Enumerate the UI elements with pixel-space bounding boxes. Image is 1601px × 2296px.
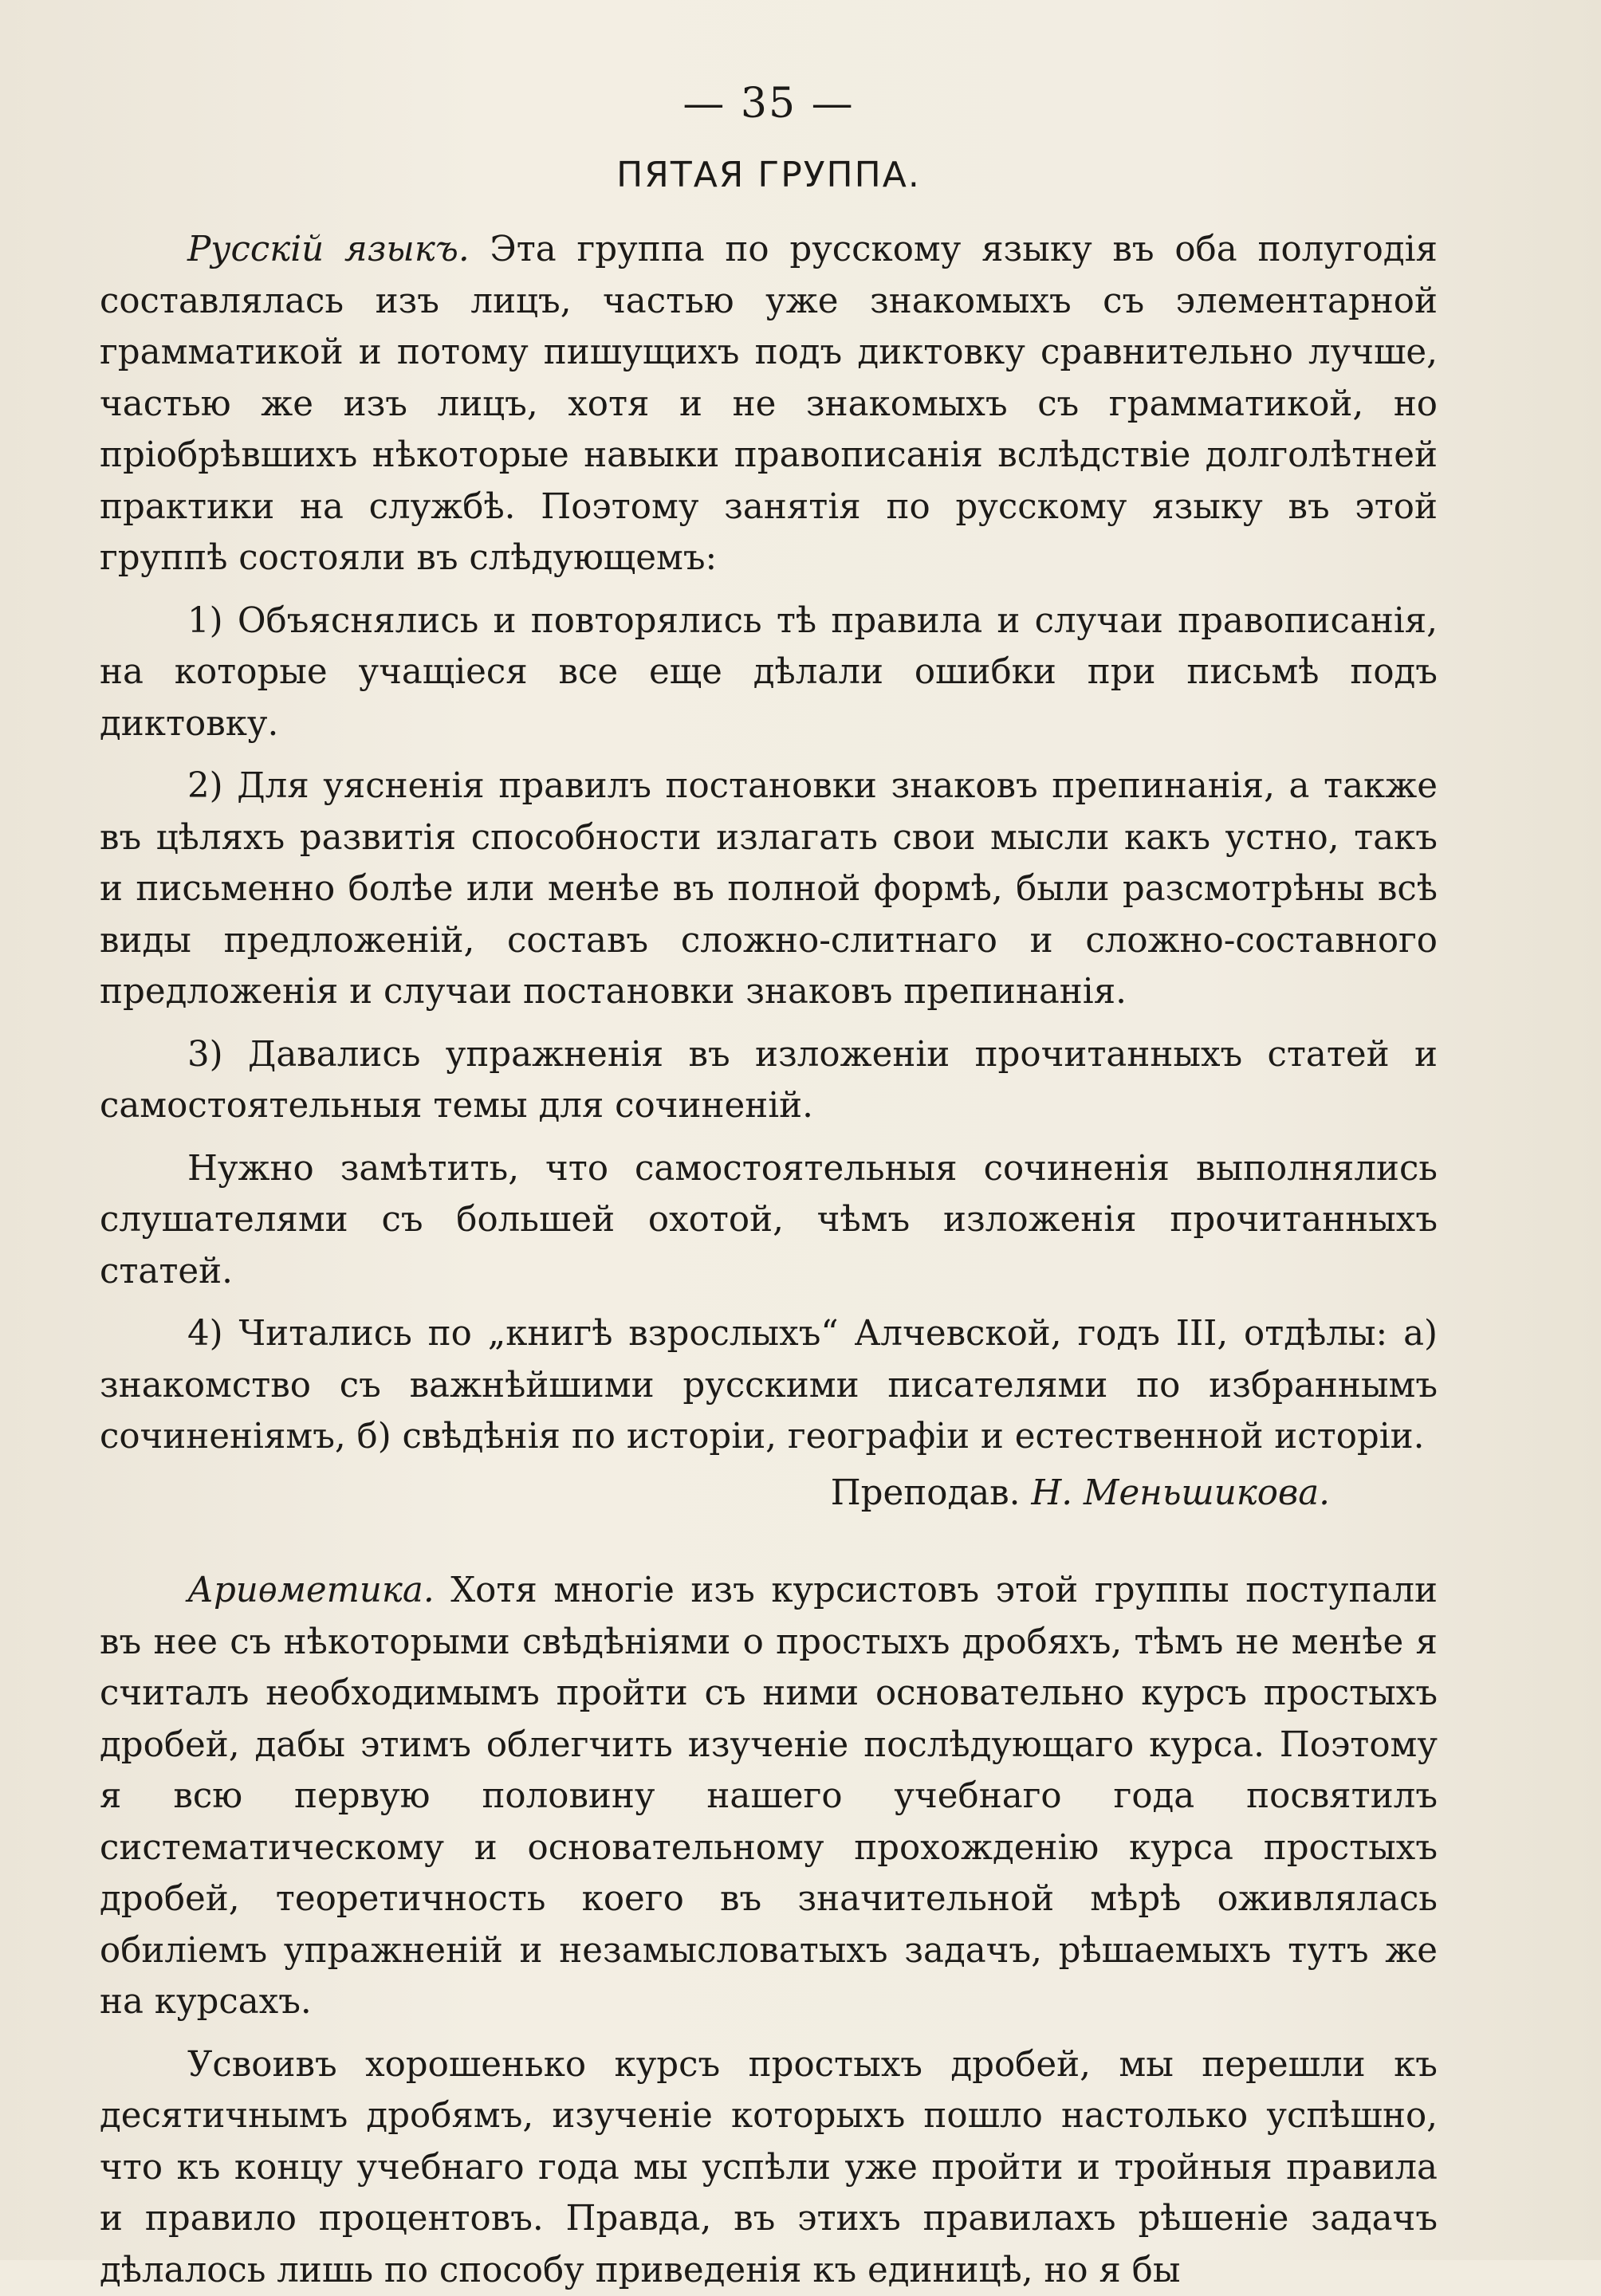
russian-item-3: 3) Давались упражненія въ изложеніи прочитанныхъ статей и самостоятельныя темы для сочиненій. [100,1029,1438,1132]
russian-note: Нужно замѣтить, что самостоятельныя сочиненія выполнялись слушателями съ большей охотой, чѣмъ изложенія прочитанныхъ статей. [100,1143,1438,1298]
russian-item-2: 2) Для уясненія правилъ постановки знаковъ препинанія, а также въ цѣляхъ развитія способности излагать свои мысли какъ устно, такъ и письменно болѣе или менѣе въ полной формѣ, были разсмотрѣны всѣ виды предложеній, составъ сложно-слитнаго и сложно-составного предложенія и случаи постановки знаковъ препинанія. [100,761,1438,1018]
arithmetic-lead: Ариѳметика. [187,1571,435,1610]
russian-item-1: 1) Объяснялись и повторялись тѣ правила и случаи правописанія, на которые учащіеся все еще дѣлали ошибки при письмѣ подъ диктовку. [100,596,1438,750]
arithmetic-paragraph-2: Усвоивъ хорошенько курсъ простыхъ дробей, мы перешли къ десятичнымъ дробямъ, изученіе которыхъ пошло настолько успѣшно, что къ концу учебнаго года мы успѣли уже пройти и тройныя правила и правило процентовъ. Правда, въ этихъ правилахъ рѣшеніе задачъ дѣлалось лишь по способу приведенія къ единицѣ, но я бы [100,2039,1438,2296]
russian-lead: Русскій языкъ. [187,230,470,269]
teacher-signature [100,1468,1438,1520]
page-number: — 35 — [100,80,1438,128]
arithmetic-paragraph-1 [100,1565,1438,2028]
signature-prefix: Преподав. [831,1473,1032,1513]
section-heading: ПЯТАЯ ГРУППА. [100,155,1438,195]
russian-intro-text: Эта группа по русскому языку въ оба полугодія составлялась изъ лицъ, частью уже знакомыхъ съ элементарной грамматикой и потому пишущихъ подъ диктовку сравнительно лучше, частью же изъ лицъ, хотя и не знакомыхъ съ грамматикой, но пріобрѣвшихъ нѣкоторые навыки правописанія вслѣдствіе долголѣтней практики на службѣ. Поэтому занятія по русскому языку въ этой группѣ состояли въ слѣдующемъ: [100,230,1438,578]
russian-intro-paragraph [100,224,1438,584]
russian-item-4: 4) Читались по „книгѣ взрослыхъ“ Алчевской, годъ III, отдѣлы: а) знакомство съ важнѣйшими русскими писателями по избраннымъ сочиненіямъ, б) свѣдѣнія по исторіи, географіи и естественной исторіи. [100,1308,1438,1463]
signature-name: Н. Меньшикова. [1031,1473,1330,1513]
arithmetic-text-1: Хотя многіе изъ курсистовъ этой группы поступали въ нее съ нѣкоторыми свѣдѣніями о простыхъ дробяхъ, тѣмъ не менѣе я считалъ необходимымъ пройти съ ними основательно курсъ простыхъ дробей, дабы этимъ облегчить изученіе послѣдующаго курса. Поэтому я всю первую половину нашего учебнаго года посвятилъ систематическому и основательному прохожденію курса простыхъ дробей, теоретичность коего въ значительной мѣрѣ оживлялась обиліемъ упражненій и незамысловатыхъ задачъ, рѣшаемыхъ тутъ же на курсахъ. [100,1571,1438,2022]
